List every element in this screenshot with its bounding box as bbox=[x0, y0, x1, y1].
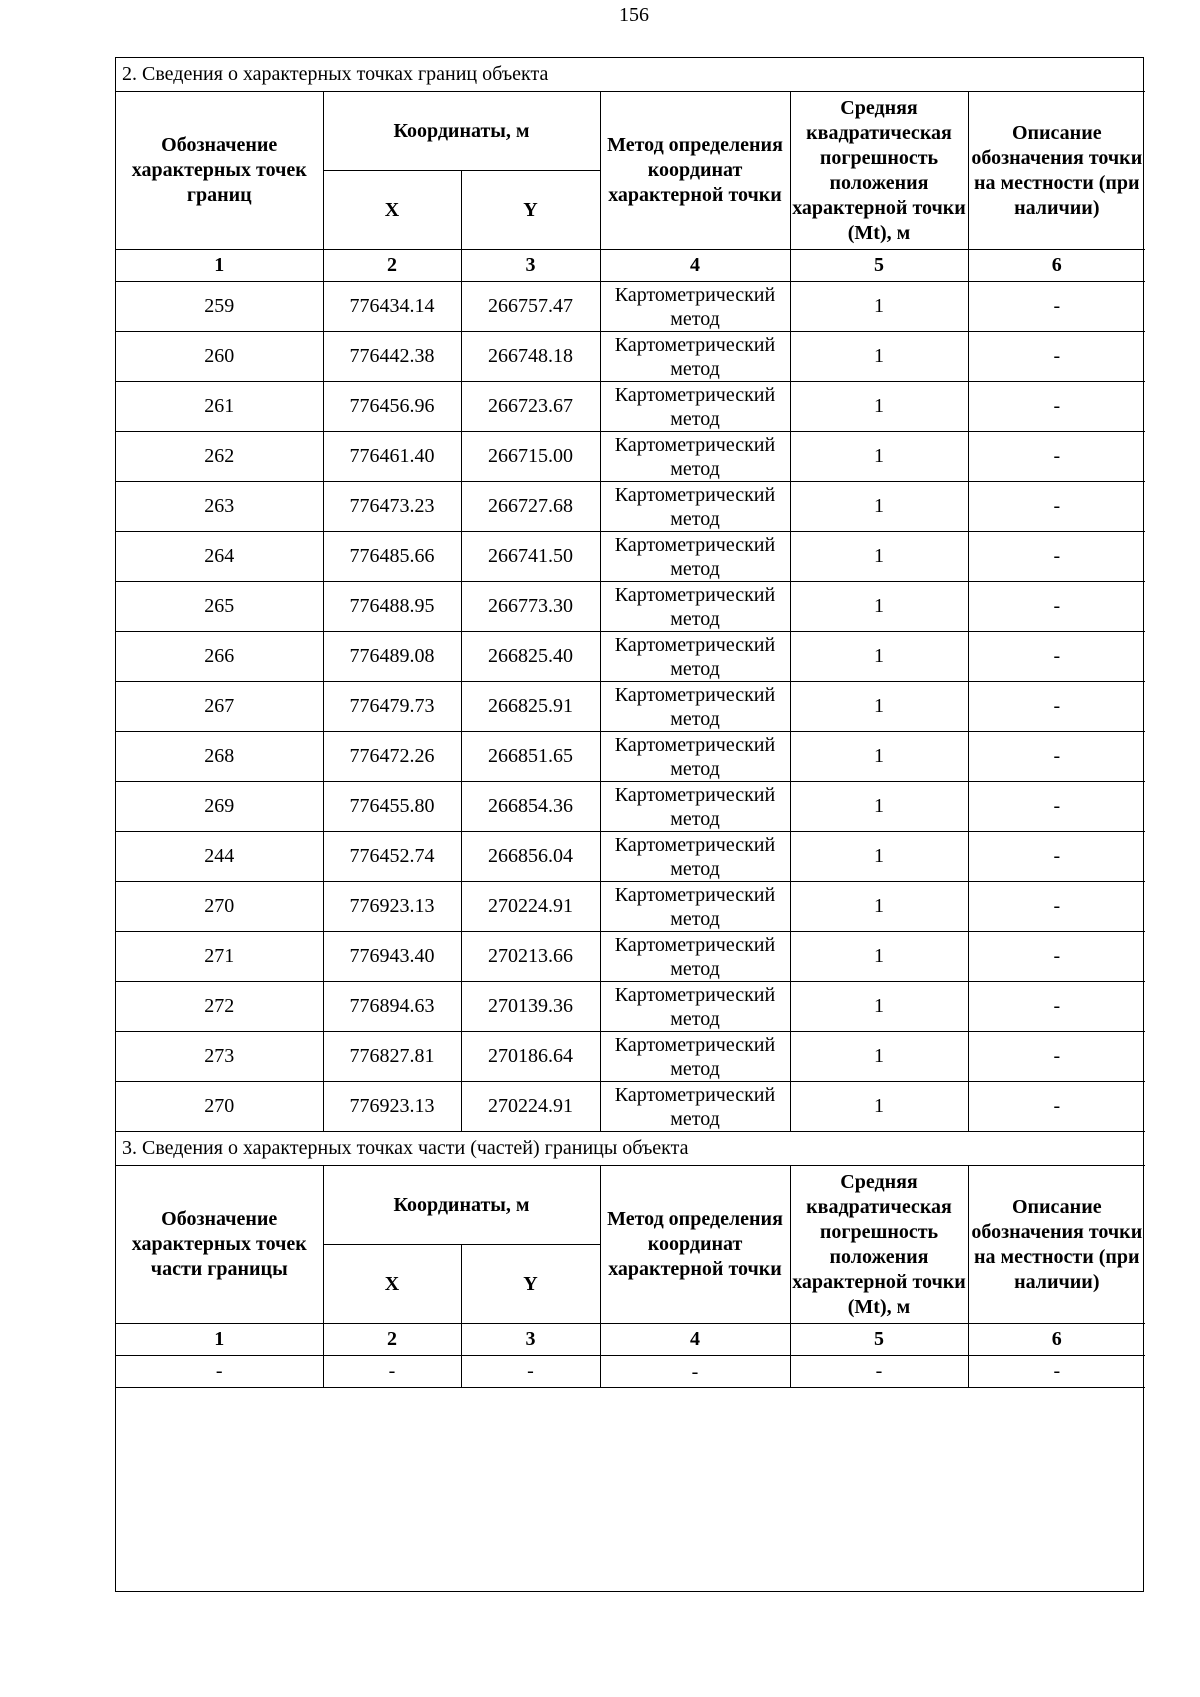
coord-x: 776943.40 bbox=[323, 932, 461, 982]
header-x: X bbox=[323, 171, 461, 250]
point-description: - bbox=[968, 832, 1145, 882]
column-number: 2 bbox=[323, 250, 461, 282]
table-row bbox=[116, 382, 1145, 432]
coord-y: 266825.91 bbox=[461, 682, 600, 732]
table-row bbox=[116, 882, 1145, 932]
table-row bbox=[116, 1356, 1145, 1388]
coord-x: 776473.23 bbox=[323, 482, 461, 532]
point-description: - bbox=[968, 282, 1145, 332]
coord-x: 776923.13 bbox=[323, 1082, 461, 1132]
point-id: - bbox=[116, 1356, 323, 1388]
point-id: 262 bbox=[116, 432, 323, 482]
mean-error: 1 bbox=[790, 482, 968, 532]
coord-x: - bbox=[323, 1356, 461, 1388]
header-description: Описание обозначения точки на местности (при наличии) bbox=[968, 92, 1145, 250]
point-id: 263 bbox=[116, 482, 323, 532]
coord-x: 776485.66 bbox=[323, 532, 461, 582]
header-y: Y bbox=[461, 1245, 600, 1324]
coord-y: 266773.30 bbox=[461, 582, 600, 632]
point-description: - bbox=[968, 782, 1145, 832]
coord-x: 776923.13 bbox=[323, 882, 461, 932]
table-row bbox=[116, 682, 1145, 732]
coord-y: 266741.50 bbox=[461, 532, 600, 582]
point-description: - bbox=[968, 532, 1145, 582]
column-number: 5 bbox=[790, 1324, 968, 1356]
column-number: 3 bbox=[461, 250, 600, 282]
coord-y: 266748.18 bbox=[461, 332, 600, 382]
coord-x: 776455.80 bbox=[323, 782, 461, 832]
point-description: - bbox=[968, 1356, 1145, 1388]
coord-y: 270186.64 bbox=[461, 1032, 600, 1082]
table-row bbox=[116, 482, 1145, 532]
point-id: 270 bbox=[116, 1082, 323, 1132]
table-row bbox=[116, 532, 1145, 582]
coord-x: 776434.14 bbox=[323, 282, 461, 332]
header-row bbox=[116, 92, 1145, 171]
section-title: 2. Сведения о характерных точках границ объекта bbox=[116, 58, 1145, 92]
points-table bbox=[116, 58, 1145, 1568]
point-description: - bbox=[968, 1032, 1145, 1082]
point-id: 269 bbox=[116, 782, 323, 832]
method: Картометрический метод bbox=[600, 932, 790, 982]
mean-error: 1 bbox=[790, 682, 968, 732]
column-number-row bbox=[116, 1324, 1145, 1356]
coord-y: - bbox=[461, 1356, 600, 1388]
point-id: 271 bbox=[116, 932, 323, 982]
mean-error: 1 bbox=[790, 282, 968, 332]
method: Картометрический метод bbox=[600, 682, 790, 732]
method: Картометрический метод bbox=[600, 382, 790, 432]
blank-cell bbox=[116, 1388, 1145, 1569]
mean-error: 1 bbox=[790, 932, 968, 982]
method: Картометрический метод bbox=[600, 582, 790, 632]
column-number-row bbox=[116, 250, 1145, 282]
point-description: - bbox=[968, 482, 1145, 532]
column-number: 4 bbox=[600, 1324, 790, 1356]
coord-y: 270224.91 bbox=[461, 1082, 600, 1132]
coord-y: 266757.47 bbox=[461, 282, 600, 332]
point-id: 268 bbox=[116, 732, 323, 782]
point-id: 266 bbox=[116, 632, 323, 682]
table-row bbox=[116, 832, 1145, 882]
header-x: X bbox=[323, 1245, 461, 1324]
mean-error: 1 bbox=[790, 882, 968, 932]
header-method: Метод определения координат характерной точки bbox=[600, 92, 790, 250]
method: Картометрический метод bbox=[600, 632, 790, 682]
page-number: 156 bbox=[619, 4, 649, 26]
column-number: 1 bbox=[116, 1324, 323, 1356]
mean-error: 1 bbox=[790, 632, 968, 682]
coord-y: 266723.67 bbox=[461, 382, 600, 432]
point-id: 261 bbox=[116, 382, 323, 432]
table-row bbox=[116, 1082, 1145, 1132]
point-id: 265 bbox=[116, 582, 323, 632]
method: Картометрический метод bbox=[600, 782, 790, 832]
point-description: - bbox=[968, 582, 1145, 632]
table-row bbox=[116, 732, 1145, 782]
point-id: 260 bbox=[116, 332, 323, 382]
header-error: Средняя квадратическая погрешность положения характерной точки (Mt), м bbox=[790, 92, 968, 250]
column-number: 6 bbox=[968, 1324, 1145, 1356]
mean-error: 1 bbox=[790, 782, 968, 832]
coord-x: 776442.38 bbox=[323, 332, 461, 382]
column-number: 3 bbox=[461, 1324, 600, 1356]
coord-x: 776479.73 bbox=[323, 682, 461, 732]
coord-x: 776489.08 bbox=[323, 632, 461, 682]
method: Картометрический метод bbox=[600, 732, 790, 782]
coord-x: 776461.40 bbox=[323, 432, 461, 482]
table-row bbox=[116, 332, 1145, 382]
point-id: 273 bbox=[116, 1032, 323, 1082]
blank-area bbox=[116, 1388, 1145, 1569]
section2-title-row bbox=[116, 58, 1145, 92]
point-id: 272 bbox=[116, 982, 323, 1032]
coord-x: 776452.74 bbox=[323, 832, 461, 882]
column-number: 5 bbox=[790, 250, 968, 282]
header-description: Описание обозначения точки на местности (при наличии) bbox=[968, 1166, 1145, 1324]
table-row bbox=[116, 932, 1145, 982]
point-description: - bbox=[968, 732, 1145, 782]
point-description: - bbox=[968, 1082, 1145, 1132]
mean-error: 1 bbox=[790, 1082, 968, 1132]
table-row bbox=[116, 1032, 1145, 1082]
point-description: - bbox=[968, 682, 1145, 732]
coord-x: 776894.63 bbox=[323, 982, 461, 1032]
point-description: - bbox=[968, 632, 1145, 682]
point-description: - bbox=[968, 382, 1145, 432]
method: Картометрический метод bbox=[600, 532, 790, 582]
column-number: 6 bbox=[968, 250, 1145, 282]
mean-error: 1 bbox=[790, 1032, 968, 1082]
point-id: 267 bbox=[116, 682, 323, 732]
header-designation: Обозначение характерных точек части границы bbox=[116, 1166, 323, 1324]
column-number: 4 bbox=[600, 250, 790, 282]
mean-error: 1 bbox=[790, 332, 968, 382]
coord-y: 266727.68 bbox=[461, 482, 600, 532]
coord-y: 270139.36 bbox=[461, 982, 600, 1032]
coord-y: 266856.04 bbox=[461, 832, 600, 882]
method: Картометрический метод bbox=[600, 282, 790, 332]
coord-x: 776472.26 bbox=[323, 732, 461, 782]
header-coordinates: Координаты, м bbox=[323, 92, 600, 171]
point-description: - bbox=[968, 882, 1145, 932]
column-number: 1 bbox=[116, 250, 323, 282]
header-method: Метод определения координат характерной точки bbox=[600, 1166, 790, 1324]
table-row bbox=[116, 782, 1145, 832]
table-row bbox=[116, 282, 1145, 332]
method: - bbox=[600, 1356, 790, 1388]
point-description: - bbox=[968, 332, 1145, 382]
coord-y: 266851.65 bbox=[461, 732, 600, 782]
table-row bbox=[116, 582, 1145, 632]
header-error: Средняя квадратическая погрешность положения характерной точки (Mt), м bbox=[790, 1166, 968, 1324]
coord-x: 776827.81 bbox=[323, 1032, 461, 1082]
point-id: 244 bbox=[116, 832, 323, 882]
section-title: 3. Сведения о характерных точках части (частей) границы объекта bbox=[116, 1132, 1145, 1166]
table-row bbox=[116, 982, 1145, 1032]
method: Картометрический метод bbox=[600, 482, 790, 532]
method: Картометрический метод bbox=[600, 982, 790, 1032]
mean-error: 1 bbox=[790, 832, 968, 882]
point-id: 270 bbox=[116, 882, 323, 932]
header-coordinates: Координаты, м bbox=[323, 1166, 600, 1245]
coord-y: 266854.36 bbox=[461, 782, 600, 832]
mean-error: - bbox=[790, 1356, 968, 1388]
coord-y: 266715.00 bbox=[461, 432, 600, 482]
coord-y: 266825.40 bbox=[461, 632, 600, 682]
mean-error: 1 bbox=[790, 982, 968, 1032]
document-frame bbox=[115, 57, 1144, 1592]
method: Картометрический метод bbox=[600, 1082, 790, 1132]
mean-error: 1 bbox=[790, 382, 968, 432]
coord-y: 270224.91 bbox=[461, 882, 600, 932]
table-row bbox=[116, 432, 1145, 482]
coord-x: 776488.95 bbox=[323, 582, 461, 632]
coord-y: 270213.66 bbox=[461, 932, 600, 982]
column-number: 2 bbox=[323, 1324, 461, 1356]
point-id: 264 bbox=[116, 532, 323, 582]
coord-x: 776456.96 bbox=[323, 382, 461, 432]
method: Картометрический метод bbox=[600, 1032, 790, 1082]
method: Картометрический метод bbox=[600, 832, 790, 882]
mean-error: 1 bbox=[790, 532, 968, 582]
point-description: - bbox=[968, 932, 1145, 982]
section3-title-row bbox=[116, 1132, 1145, 1166]
method: Картометрический метод bbox=[600, 882, 790, 932]
method: Картометрический метод bbox=[600, 332, 790, 382]
point-id: 259 bbox=[116, 282, 323, 332]
header-row bbox=[116, 1166, 1145, 1245]
mean-error: 1 bbox=[790, 432, 968, 482]
header-y: Y bbox=[461, 171, 600, 250]
point-description: - bbox=[968, 982, 1145, 1032]
mean-error: 1 bbox=[790, 732, 968, 782]
header-designation: Обозначение характерных точек границ bbox=[116, 92, 323, 250]
point-description: - bbox=[968, 432, 1145, 482]
mean-error: 1 bbox=[790, 582, 968, 632]
table-row bbox=[116, 632, 1145, 682]
method: Картометрический метод bbox=[600, 432, 790, 482]
